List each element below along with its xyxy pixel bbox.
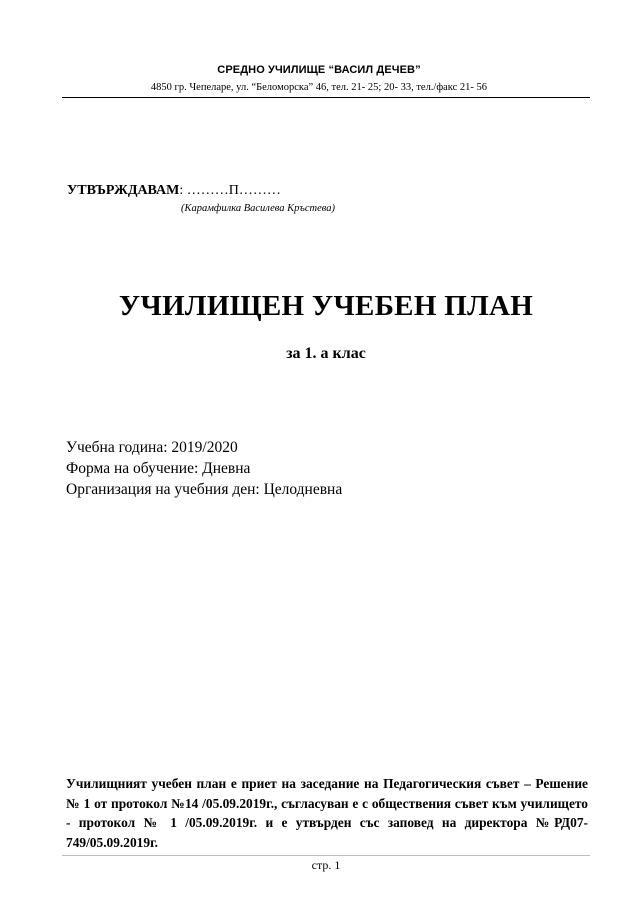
day-organization: Организация на учебния ден: Целодневна (66, 481, 343, 498)
plan-info (66, 437, 342, 500)
class-subtitle: за 1. а клас (286, 345, 366, 362)
school-name: СРЕДНО УЧИЛИЩЕ “ВАСИЛ ДЕЧЕВ” (217, 64, 421, 76)
education-form: Форма на обучение: Дневна (66, 460, 251, 477)
header-divider (62, 97, 590, 98)
school-address: 4850 гр. Чепеларе, ул. “Беломорска” 46, тел. 21- 25; 20- 33, тел./факс 21- 56 (150, 82, 488, 93)
page-number: стр. 1 (311, 858, 341, 872)
approval-line (67, 183, 281, 199)
document-title: УЧИЛИЩЕН УЧЕБЕН ПЛАН (118, 290, 534, 322)
school-year: Учебна година: 2019/2020 (66, 439, 238, 456)
approval-label: УТВЪРЖДАВАМ (67, 183, 180, 198)
approval-signature: : ………П……… (179, 183, 281, 198)
approver-name: (Карамфилка Василева Кръстева) (181, 203, 335, 214)
approval-decision-text: Училищният учебен план е приет на заседание на Педагогическия съвет – Решение № 1 от протокол №14 /05.09.2019г., съгласуван е с обществения съвет към училището - протокол № 1 /05.09.2019г. и е утвърден със заповед на директора №РД07-749/05.09.2019г. (66, 776, 588, 850)
footer-divider (62, 855, 590, 856)
